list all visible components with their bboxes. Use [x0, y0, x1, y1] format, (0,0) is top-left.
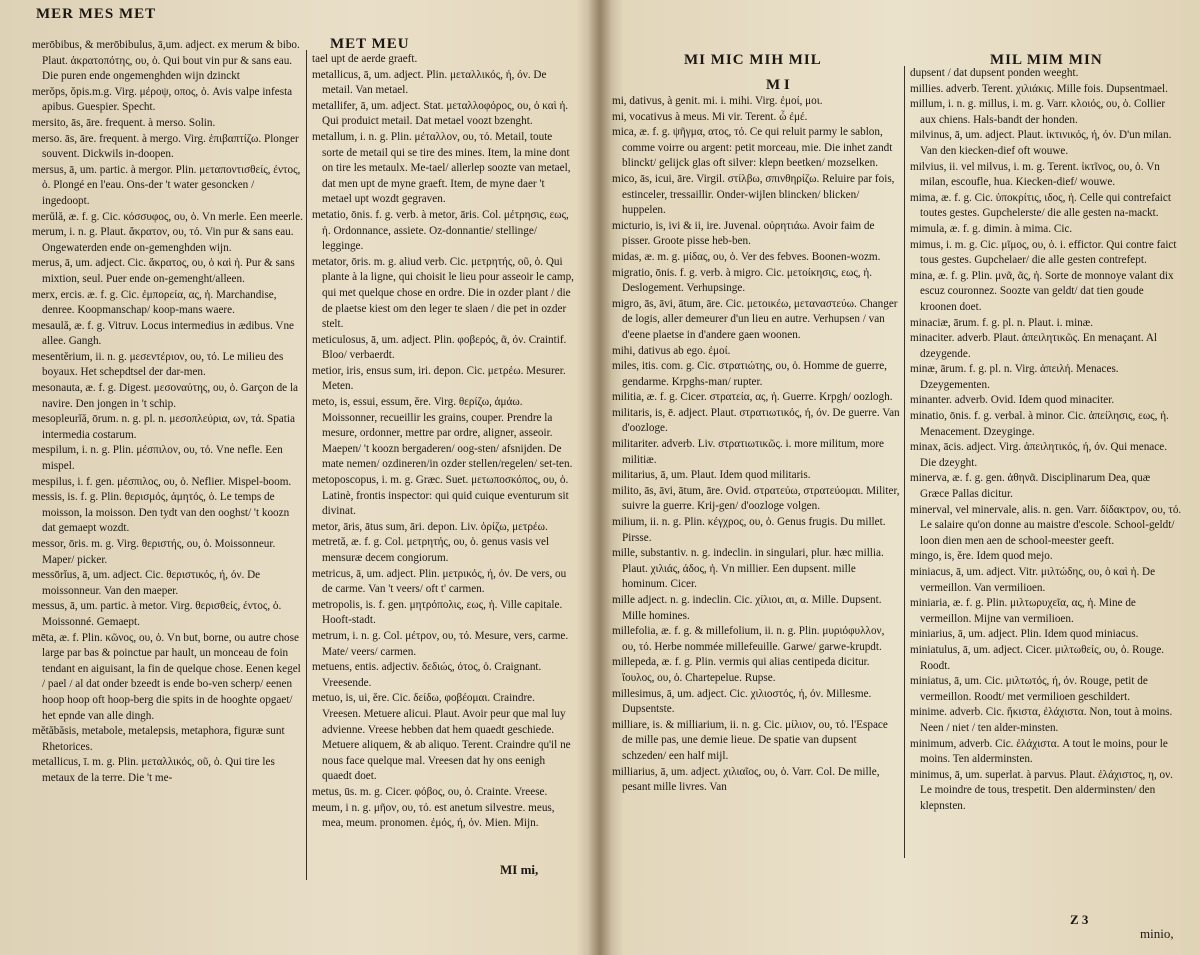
dictionary-entry: mi, dativus, à genit. mi. i. mihi. Virg. ἐμοί, μοι. — [612, 95, 823, 107]
dictionary-entry: dupsent / dat dupsent ponden weeght. — [910, 67, 1079, 79]
dictionary-entry: miniatus, ā, um. Cic. μιλτωτός, ή, όν. Rouge, petit de vermeillon. Roodt/ met vermilioen geschildert. — [910, 675, 1148, 703]
dictionary-entry: metallum, i. n. g. Plin. μέταλλον, ου, τό. Metail, toute sorte de metail qui se tire des mines. Item, la mine dont on tire les metaulx. Me-tael/ allerlep soozte van metael, dat men upt de myne graeft. Item, de myne daer 't metael upt wozdt gegraven. — [312, 130, 571, 206]
dictionary-entry: militarius, ā, um. Plaut. Idem quod militaris. — [612, 469, 811, 482]
dictionary-entry: mina, æ. f. g. Plin. μνᾶ, ᾶς, ἡ. Sorte de monnoye valant dix escuz couronnez. Soozte van geldt/ dat tien goude kroonen doet. — [910, 269, 1174, 313]
dictionary-entry: millies. adverb. Terent. χιλιάκις. Mille fois. Dupsentmael. — [910, 82, 1168, 95]
dictionary-entry: minaciter. adverb. Plaut. ἀπειλητικῶς. En menaçant. Al dzeygende. — [910, 332, 1158, 360]
dictionary-entry: metretă, æ. f. g. Col. μετρητής, ου, ὁ. genus vasis vel mensuræ decem congiorum. — [312, 536, 550, 564]
dictionary-entry: minaciæ, ārum. f. g. pl. n. Plaut. i. minæ. — [910, 316, 1094, 329]
dictionary-entry: metuens, entis. adjectiv. δεδιώς, ότος, ὁ. Craignant. Vreesende. — [312, 661, 542, 689]
dictionary-entry: mesopleurĭă, ōrum. n. g. pl. n. μεσοπλεύρια, ων, τά. Spatia intermedia costarum. — [32, 413, 295, 441]
dictionary-entry: militariter. adverb. Liv. στρατιωτικῶς. i. more militum, more militiæ. — [612, 438, 885, 466]
right-header-left: MI MIC MIH MIL — [684, 52, 822, 68]
dictionary-entry: minatio, ōnis. f. g. verbal. à minor. Cic. ἀπείλησις, εως, ἡ. Menacement. Dzeyginge. — [910, 410, 1169, 438]
dictionary-entry: mersito, ās, āre. frequent. à merso. Solin. — [32, 116, 216, 129]
dictionary-entry: mille, substantiv. n. g. indeclin. in singulari, plur. hæc millia. Plaut. χιλιάς, άδος, ἡ. Vn millier. Een dupsent. mille hominum. Cicer. — [612, 547, 884, 591]
dictionary-entry: mihi, dativus ab ego. ἐμοί. — [612, 344, 731, 357]
catchword: minio, — [1140, 926, 1174, 941]
dictionary-entry: millefolia, æ. f. g. & millefolium, ii. n. g. Plin. μυριόφυλλον, ου, τό. Herbe nommée millefeuille. Garwe/ garwe-krupdt. — [612, 625, 885, 653]
dictionary-entry: minæ, ārum. f. g. pl. n. Virg. ἀπειλή. Menaces. Dzeygementen. — [910, 363, 1119, 391]
dictionary-entry: miniarius, ā, um. adject. Plin. Idem quod miniacus. — [910, 628, 1139, 641]
left-column-2 — [312, 52, 574, 860]
dictionary-entry: merŏps, ŏpis.m.g. Virg. μέροψ, οπος, ὁ. Avis valpe infesta apibus. Guespier. Specht. — [32, 85, 293, 114]
dictionary-entry: mespilum, i. n. g. Plin. μέσπιλον, ου, τό. Vne nefle. Een mispel. — [32, 444, 283, 473]
dictionary-entry: millesimus, ā, um. adject. Cic. χιλιοστός, ή, όν. Millesme. Dupsentste. — [612, 687, 872, 716]
dictionary-entry: mima, æ. f. g. Cic. ὑποκρίτις, ιδος, ἡ. Celle qui contrefaict toutes gestes. Gupchelerste/ die alle gesten na-mackt. — [910, 191, 1171, 220]
right-column-1 — [612, 94, 900, 846]
dictionary-entry: milliare, is. & milliarium, ii. n. g. Cic. μίλιον, ου, τό. l'Espace de mille pas, une demie lieue. De spatie van dupsent schzeden/ een half mijl. — [612, 718, 888, 762]
dictionary-entry: miles, itis. com. g. Cic. στρατιώτης, ου, ὁ. Homme de guerre, gendarme. Krpghs-man/ rupter. — [612, 360, 887, 388]
dictionary-entry: messis, is. f. g. Plin. θερισμός, ἀμητός, ὁ. Le temps de moisson, la moisson. Den tydt van den ooghst/ 't koozn dat gemaept wozdt. — [32, 491, 290, 535]
left-header-left: MER MES MET — [36, 6, 157, 22]
dictionary-entry: minimum, adverb. Cic. ἐλάχιστα. A tout le moins, pour le moins. Ten alderminsten. — [910, 737, 1168, 766]
dictionary-entry: messus, ā, um. partic. à metor. Virg. θερισθείς, έντος, ὁ. Moissonné. Gemaept. — [32, 600, 282, 628]
left-column-1 — [32, 38, 304, 890]
dictionary-entry: mingo, is, ĕre. Idem quod mejo. — [910, 550, 1053, 563]
dictionary-entry: metallifer, ā, um. adject. Stat. μεταλλοφόρος, ου, ὁ καὶ ἡ. Qui produict metail. Dat metael voozt bzenght. — [312, 99, 569, 128]
dictionary-entry: merōbibus, & merōbibulus, ā,um. adject. ex merum & bibo. Plaut. ἀκρατοπότης, ου, ὁ. Qui bout vin pur & sans eau. Die puren ende ongemenghden wijn dzinckt — [32, 39, 300, 83]
dictionary-entry: milium, ii. n. g. Plin. κέγχρος, ου, ὁ. Genus frugis. Du millet. Pirsse. — [612, 516, 886, 544]
dictionary-entry: mĕtăbăsis, metabole, metalepsis, metaphora, figuræ sunt Rhetorices. — [32, 725, 285, 753]
dictionary-entry: miniaria, æ. f. g. Plin. μιλτωρυχεῖα, ας, ἡ. Mine de vermeillon. Mijne van vermilioen. — [910, 597, 1136, 625]
dictionary-entry: mēta, æ. f. Plin. κῶνος, ου, ὁ. Vn but, borne, ou autre chose large par bas & poinctue par hault, un monceau de foin tendant en aiguisant, la fin de quelque chose. Eenen kegel / pael / al dat onder bzeedt is ende bo-ven scherp/ eenen hoop hoop oft hoop-berg die spits in de hooghte opgaet/ het epnde van alle dingh. — [32, 631, 301, 722]
dictionary-entry: meum, i n. g. μῆον, ου, τό. est anetum silvestre. meus, mea, meum. pronomen. ἐμός, ή, όν. Mien. Mijn. — [312, 801, 555, 830]
dictionary-entry: mesaulă, æ. f. g. Vitruv. Locus intermedius in ædibus. Vne allee. Gangh. — [32, 319, 294, 348]
dictionary-entry: meticulosus, ā, um. adject. Plin. φοβερός, ᾶ, όν. Craintif. Bloo/ verbaerdt. — [312, 333, 567, 362]
section-heading: M I — [766, 77, 790, 93]
dictionary-entry: mico, ās, icui, āre. Virgil. στίλβω, σπινθηρίζω. Reluire par fois, estinceler, tressaillir. Onder-wijlen blincken/ blicken/ huppelen. — [612, 172, 895, 217]
left-header-right: MET MEU — [330, 36, 410, 52]
dictionary-entry: milliarius, ā, um. adject. χιλιαῖος, ου, ὁ. Varr. Col. De mille, pesant mille livres. Van — [612, 765, 880, 794]
dictionary-entry: millum, i. n. g. millus, i. m. g. Varr. κλοιός, ου, ὁ. Collier aux chiens. Hals-bandt der honden. — [910, 98, 1166, 126]
left-page — [0, 0, 596, 955]
dictionary-entry: mesonauta, æ. f. g. Digest. μεσοναύτης, ου, ὁ. Garçon de la navire. Den jongen in 't schip. — [32, 382, 299, 410]
dictionary-entry: metus, ūs. m. g. Cicer. φόβος, ου, ὁ. Crainte. Vreese. — [312, 785, 548, 798]
dictionary-entry: meto, is, essui, essum, ĕre. Virg. θερίζω, ἀμάω. Moissonner, recueillir les grains, couper. Prendre la mesure, ordonner, mettre par ordre, aligner, asseoir. Maepen/ 't koozn bergaderen/ oog-sten/ afsnijden. De mate nemen/ ozdineren/in ozder stellen/regelen/ set-ten. — [312, 396, 573, 471]
dictionary-entry: messōrĭus, ā, um. adject. Cic. θεριστικός, ή, όν. De moissonneur. Van den maeper. — [32, 569, 261, 597]
right-header-right: MIL MIM MIN — [990, 52, 1103, 68]
dictionary-entry: metuo, is, ui, ĕre. Cic. δείδω, φοβέομαι. Craindre. Vreesen. Metuere alicui. Plaut. Avoir peur que mal luy advienne. Vreese hebben dat hem quaedt geschiede. Metuere aliquem, & ab aliquo. Terent. Craindre qu'il ne nous face quelque mal. Vreesen dat hy ons eenigh quaedt doet. — [312, 692, 571, 783]
dictionary-entry: mille adject. n. g. indeclin. Cic. χίλιοι, αι, α. Mille. Dupsent. Mille homines. — [612, 594, 882, 622]
dictionary-entry: merus, ā, um. adject. Cic. ἄκρατος, ου, ὁ καὶ ἡ. Pur & sans mixtion, seul. Puer ende on-gemenght/alleen. — [32, 257, 295, 285]
dictionary-entry: messor, ōris. m. g. Virg. θεριστής, ου, ὁ. Moissonneur. Maper/ picker. — [32, 538, 276, 566]
dictionary-entry: metoposcopus, i. m. g. Græc. Suet. μετωποσκόπος, ου, ὁ. Latinè, frontis inspector: qui quid cuique eventurum sit divinat. — [312, 474, 569, 518]
dictionary-entry: merŭlă, æ. f. g. Cic. κόσσυφος, ου, ὁ. Vn merle. Een meerle. — [32, 210, 303, 223]
dictionary-entry: minime. adverb. Cic. ἥκιστα, ἐλάχιστα. Non, tout à moins. Neen / niet / ten alder-minsten. — [910, 706, 1173, 734]
dictionary-entry: mesentĕrium, ii. n. g. μεσεντέριον, ου, τό. Le milieu des boyaux. Het schepdtsel der dar-men. — [32, 350, 284, 379]
dictionary-entry: miniacus, ā, um. adject. Vitr. μιλτώδης, ου, ὁ καὶ ἡ. De vermeillon. Van vermilioen. — [910, 566, 1156, 594]
catchword: MI mi, — [500, 862, 539, 877]
signature-mark: Z 3 — [1070, 912, 1089, 927]
dictionary-entry: milito, ās, āvi, ātum, āre. Ovid. στρατεύω, στρατεύομαι. Militer, suivre la guerre. Krij-gen/ d'oozloge volgen. — [612, 484, 900, 513]
dictionary-entry: migro, ās, āvi, ātum, āre. Cic. μετοικέω, μεταναστεύω. Changer de logis, aller demeurer d'un lieu en autre. Verhupsen / van d'eene plaetse in d'andere gaen woonen. — [612, 297, 898, 341]
dictionary-entry: militia, æ. f. g. Cicer. στρατεία, ας, ἡ. Guerre. Krpgh/ oozlogh. — [612, 391, 893, 404]
dictionary-entry: metallicus, ā, um. adject. Plin. μεταλλικός, ή, όν. De metail. Van metael. — [312, 68, 547, 97]
column-rule — [306, 50, 307, 880]
dictionary-entry: militaris, is, ē. adject. Plaut. στρατιωτικός, ή, όν. De guerre. Van d'oozloge. — [612, 406, 900, 435]
dictionary-entry: mimus, i. m. g. Cic. μῖμος, ου, ὁ. i. effictor. Qui contre faict tous gestes. Gupchelaer/ die alle gesten contrefept. — [910, 238, 1177, 267]
dictionary-entry: minerval, vel minervale, alis. n. gen. Varr. δίδακτρον, ου, τό. Le salaire qu'on donne au maistre d'escole. School-geldt/ loon dien men aen de school-meester geeft. — [910, 503, 1182, 547]
dictionary-entry: milvius, ii. vel milvus, i. m. g. Terent. ἰκτῖνος, ου, ὁ. Vn milan, escoufle, hua. Kiecken-dief/ wouwe. — [910, 160, 1160, 189]
dictionary-entry: mica, æ. f. g. ψῆγμα, ατος, τό. Ce qui reluit parmy le sablon, comme voirre ou argent: petit morceau, mie. Die inhet zandt blinckt/ gelijck glas oft silver: klepn beetken/ mozselken. — [612, 126, 893, 170]
dictionary-entry: metatio, ōnis. f. g. verb. à metor, āris. Col. μέτρησις, εως, ἡ. Ordonnance, assiete. Oz-donnantie/ stellinge/ legginge. — [312, 208, 569, 253]
dictionary-entry: mi, vocativus à meus. Mi vir. Terent. ὦ ἐμέ. — [612, 110, 808, 123]
right-column-2 — [910, 66, 1182, 852]
dictionary-entry: mersus, ā, um. partic. à mergor. Plin. μεταποντισθείς, έντος, ὁ. Plongé en l'eau. Ons-der 't water gesoncken / ingedoopt. — [32, 163, 301, 207]
dictionary-entry: merso. ās, āre. frequent. à mergo. Virg. ἐπιβαπτίζω. Plonger souvent. Dickwils in-doopen. — [32, 132, 299, 161]
dictionary-entry: mespilus, i. f. gen. μέσπιλος, ου, ὁ. Neflier. Mispel-boom. — [32, 475, 292, 488]
dictionary-entry: minerva, æ. f. g. gen. ἀθηνᾶ. Disciplinarum Dea, quæ Græce Pallas dicitur. — [910, 472, 1151, 501]
dictionary-entry: metior, iris, ensus sum, iri. depon. Cic. μετρέω. Mesurer. Meten. — [312, 364, 566, 393]
dictionary-entry: minanter. adverb. Ovid. Idem quod minaciter. — [910, 394, 1115, 407]
dictionary-entry: merx, ercis. æ. f. g. Cic. ἐμπορεία, ας, ἡ. Marchandise, denree. Koopmanschap/ koop-mans waere. — [32, 288, 277, 317]
dictionary-entry: metator, ōris. m. g. aliud verb. Cic. μετρητής, οῦ, ὁ. Qui plante à la ligne, qui choisit le lieu pour asseoir le camp, qui met quelque chose en ordre. Die in ozder plant / die de plaetse kiest om den leger te slaen / die pet in ozder stelt. — [312, 255, 574, 331]
dictionary-entry: micturio, is, ivi & ii, ire. Juvenal. οὐρητιάω. Avoir faim de pisser. Groote pisse heb-ben. — [612, 219, 875, 248]
dictionary-entry: mimula, æ. f. g. dimin. à mima. Cic. — [910, 222, 1073, 235]
dictionary-entry: metor, āris, ātus sum, āri. depon. Liv. ὁρίζω, μετρέω. — [312, 520, 548, 533]
dictionary-entry: minax, ācis. adject. Virg. ἀπειλητικός, ή, όν. Qui menace. Die dzeyght. — [910, 441, 1167, 469]
dictionary-entry: millepeda, æ. f. g. Plin. vermis qui alias centipeda dicitur. ἴουλος, ου, ὁ. Chartepelue. Rupse. — [612, 656, 870, 684]
column-rule — [904, 66, 905, 858]
dictionary-entry: metropolis, is. f. gen. μητρόπολις, εως, ἡ. Ville capitale. Hooft-stadt. — [312, 598, 563, 627]
dictionary-entry: metallicus, ī. m. g. Plin. μεταλλικός, οῦ, ὁ. Qui tire les metaux de la terre. Die 't me- — [32, 756, 275, 784]
dictionary-entry: metrum, i. n. g. Col. μέτρον, ου, τό. Mesure, vers, carme. Mate/ veers/ carmen. — [312, 629, 569, 658]
dictionary-entry: metricus, ā, um. adject. Plin. μετρικός, ή, όν. De vers, ou de carme. Van 't veers/ oft t' carmen. — [312, 567, 567, 596]
dictionary-entry: migratio, ōnis. f. g. verb. à migro. Cic. μετοίκησις, εως, ἡ. Deslogement. Verhupsinge. — [612, 266, 873, 295]
dictionary-entry: minimus, ā, um. superlat. à parvus. Plaut. ἐλάχιστος, η, ον. Le moindre de tous, trespetit. Den alderminsten/ den klepnsten. — [910, 768, 1173, 812]
dictionary-entry: merum, i. n. g. Plaut. ἄκρατον, ου, τό. Vin pur & sans eau. Ongewaterden ende on-gemenghden wijn. — [32, 226, 294, 254]
dictionary-entry: tael upt de aerde graeft. — [312, 53, 418, 65]
dictionary-entry: milvinus, ā, um. adject. Plaut. ἰκτινικός, ή, όν. D'un milan. Van den kiecken-dief oft wouwe. — [910, 129, 1172, 157]
dictionary-entry: miniatulus, ā, um. adject. Cicer. μιλτωθείς, ου, ὁ. Rouge. Roodt. — [910, 643, 1165, 672]
dictionary-entry: midas, æ. m. g. μίδας, ου, ὁ. Ver des febves. Boonen-wozm. — [612, 250, 881, 263]
right-page — [604, 0, 1200, 955]
